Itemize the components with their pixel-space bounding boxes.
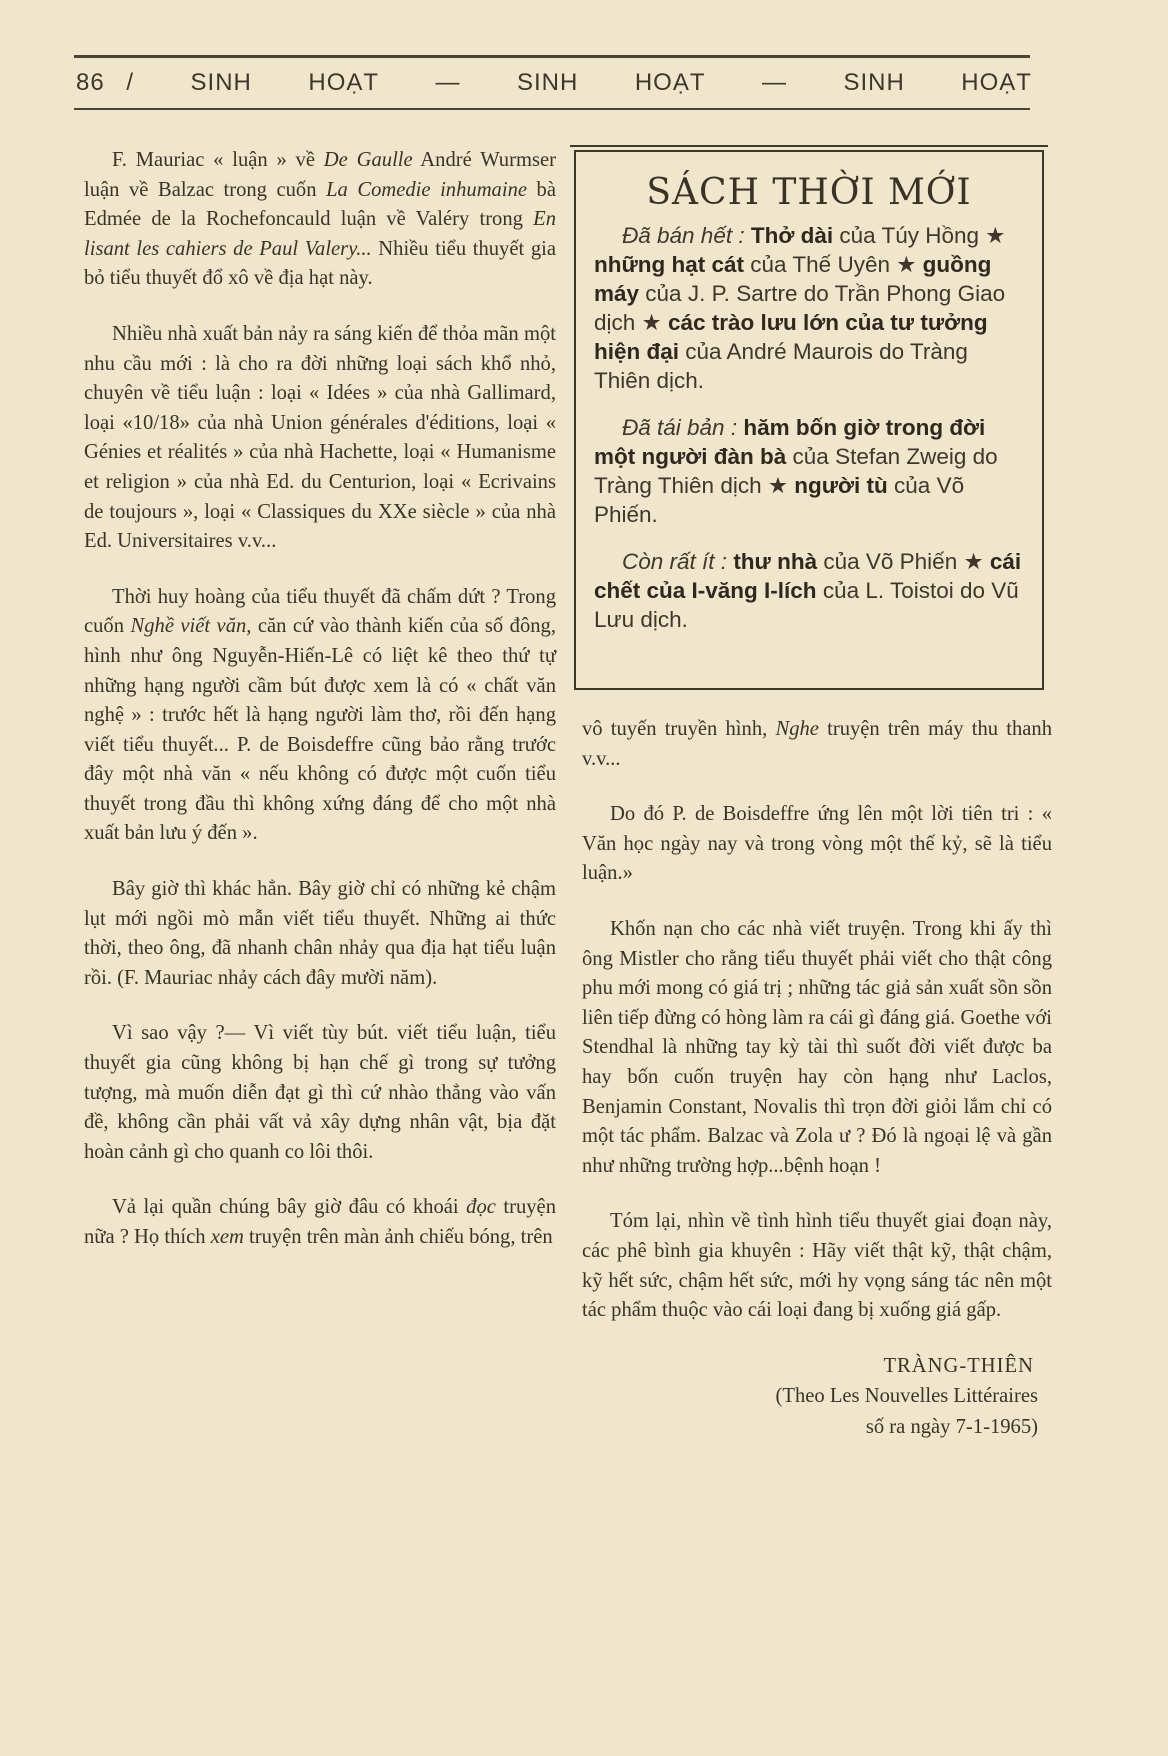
running-header — [76, 66, 1032, 100]
header-dash: — — [435, 69, 461, 96]
paragraph: Tóm lại, nhìn về tình hình tiểu thuyết giai đoạn này, các phê bình gia khuyên : Hãy viết thật kỹ, thật chậm, kỹ hết sức, chậm hết sức, mới hy vọng sáng tác nên một tác phẩm thuộc vào cái loại đang bị xuống giá gấp. — [582, 1210, 1052, 1322]
paragraph: Vì sao vậy ?— Vì viết tùy bút. viết tiểu luận, tiểu thuyết gia cũng không bị hạn chế gì trong sự tưởng tượng, mà muốn diễn đạt gì thì cứ nhào thẳng vào vấn đề, không cần phải vất vả xây dựng nhân vật, bịa đặt hoàn cảnh gì cho quanh co lôi thôi. — [84, 1022, 556, 1163]
sold-out-list: Đã bán hết : Thở dài của Túy Hồng ★ những hạt cát của Thế Uyên ★ guồng máy của J. P. Sartre do Trần Phong Giao dịch ★ các trào lưu lớn của tư tưởng hiện đại của André Maurois do Tràng Thiên dịch. — [594, 223, 1006, 393]
author-signature: TRÀNG-THIÊN — [883, 1354, 1034, 1377]
new-books-box — [574, 150, 1044, 690]
header-rule-top — [74, 55, 1030, 58]
header-dash: — — [761, 69, 787, 96]
source-line: (Theo Les Nouvelles Littéraires — [775, 1385, 1038, 1408]
header-word: HOẠT — [634, 69, 706, 96]
left-column — [84, 146, 556, 1279]
header-rule-bottom — [74, 108, 1030, 110]
box-rule-top — [570, 145, 1048, 147]
header-word: SINH — [843, 69, 905, 96]
paragraph: Khốn nạn cho các nhà viết truyện. Trong khi ấy thì ông Mistler cho rằng tiểu thuyết phải viết cho thật công phu mới mong có giá trị ; những tác giả sản xuất sồn sồn liên tiếp đừng có hòng làm ra cái gì đáng giá. Goethe với Stendhal là những tay kỳ tài thì suốt đời viết được ba hay bốn cuốn truyện hay còn hạng như Laclos, Benjamin Constant, Novalis thì trọn đời giỏi lắm chỉ có một tác phẩm. Balzac và Zola ư ? Đó là ngoại lệ và gần như những trường hợp...bệnh hoạn ! — [582, 917, 1052, 1177]
paragraph: Do đó P. de Boisdeffre ứng lên một lời tiên tri : « Văn học ngày nay và trong vòng một thế kỷ, sẽ là tiểu luận.» — [582, 803, 1052, 885]
source-date: số ra ngày 7-1-1965) — [865, 1416, 1038, 1439]
paragraph: vô tuyến truyền hình, Nghe truyện trên máy thu thanh v.v... — [582, 718, 1052, 770]
paragraph: Thời huy hoàng của tiểu thuyết đã chấm dứt ? Trong cuốn Nghề viết văn, căn cứ vào thành kiến của số đông, hình như ông Nguyễn-Hiến-Lê có liệt kê theo thứ tự những hạng người cầm bút được xem là có « chất văn nghệ » : trước hết là hạng người làm thơ, rồi đến hạng viết tiểu thuyết... P. de Boisdeffre cũng bảo rằng trước đây một nhà văn « nếu không có được một cuốn tiểu thuyết trong đầu thì không xứng đáng để cho một nhà xuất bản lưu ý đến ». — [84, 585, 557, 845]
paragraph: Nhiều nhà xuất bản nảy ra sáng kiến để thỏa mãn một nhu cầu mới : là cho ra đời những loại sách khổ nhỏ, chuyên về tiểu luận : loại « Idées » của nhà Gallimard, loại «10/18» của nhà Union générales d'éditions, loại « Génies et réalités » của nhà Hachette, loại « Humanisme et religion » của nhà Ed. du Centurion, loại « Ecrivains de toujours », loại « Classiques du XXe siècle » của nhà Ed. Universitaires v.v... — [84, 322, 556, 553]
box-title: SÁCH THỜI MỚI — [646, 172, 972, 213]
paragraph: F. Mauriac « luận » về De Gaulle André Wurmser luận về Balzac trong cuốn La Comedie inhumaine bà Edmée de la Rochefoncauld luận về Valéry trong En lisant les cahiers de Paul Valery... Nhiều tiểu thuyết gia bỏ tiểu thuyết đổ xô về địa hạt này. — [84, 149, 556, 290]
header-word: SINH — [517, 69, 579, 96]
paragraph: Vả lại quần chúng bây giờ đâu có khoái đọc truyện nữa ? Họ thích xem truyện trên màn ảnh chiếu bóng, trên — [84, 1196, 556, 1248]
header-word: SINH — [190, 69, 252, 96]
header-word: HOẠT — [308, 69, 380, 96]
paragraph: Bây giờ thì khác hẳn. Bây giờ chỉ có những kẻ chậm lụt mới ngồi mò mẫn viết tiểu thuyết. Những ai thức thời, theo ông, đã nhanh chân nhảy qua địa hạt tiểu luận rồi. (F. Mauriac nhảy cách đây mười năm). — [84, 878, 556, 989]
reprinted-list: Đã tái bản : hăm bốn giờ trong đời một người đàn bà của Stefan Zweig do Tràng Thiên dịch ★ người tù của Võ Phiến. — [594, 415, 998, 527]
few-left-list: Còn rất ít : thư nhà của Võ Phiến ★ cái chết của I-văng I-lích của L. Toistoi do Vũ Lưu dịch. — [594, 549, 1022, 632]
header-word: HOẠT — [961, 69, 1032, 96]
header-page-number: 86 / — [76, 69, 135, 96]
right-column — [582, 715, 1052, 1443]
